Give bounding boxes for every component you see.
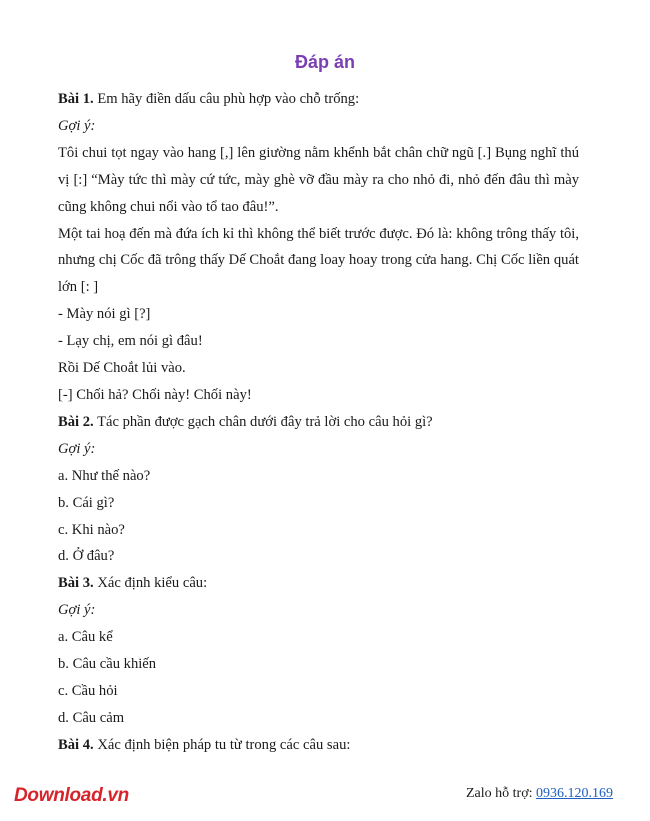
bai2-text: Tác phần được gạch chân dưới đây trả lời cho câu hỏi gì? (93, 413, 433, 430)
bai1-label: Bài 1. (58, 91, 94, 107)
logo-suffix: .vn (102, 785, 129, 806)
bai4-label: Bài 4. (58, 736, 94, 753)
bai2-answer: a. Như thế nào? (58, 467, 151, 484)
zalo-support (466, 786, 613, 802)
bai1-text: Em hãy điền dấu câu phù hợp vào chỗ trống: (93, 91, 360, 107)
bai4-text: Xác định biện pháp tu từ trong các câu sau: (93, 736, 351, 753)
download-vn-logo[interactable] (14, 785, 129, 807)
logo-text: Download (14, 785, 103, 806)
bai1-paragraph-2: Một tai hoạ đến mà đứa ích kỉ thì không thể biết trước được. Đó là: không trông thấy tôi, nhưng chị Cốc đã trông thấy Dế Choắt đang loay hoay trong cửa hang. Chị Cốc liền quát lớn [: ] (58, 225, 579, 296)
bai1-hint: Gợi ý: (58, 117, 96, 134)
bai1-heading (58, 86, 579, 113)
bai3-label: Bài 3. (58, 575, 94, 592)
bai3-answer: d. Câu cảm (58, 709, 125, 726)
bai3-hint: Gợi ý: (58, 602, 96, 619)
zalo-phone-link[interactable]: 0936.120.169 (536, 786, 613, 801)
bai2-hint: Gợi ý: (58, 440, 96, 457)
bai1-line-2: - Lạy chị, em nói gì đâu! (58, 333, 203, 350)
answer-content (58, 86, 579, 759)
bai2-label: Bài 2. (58, 413, 94, 430)
bai3-answer: a. Câu kể (58, 629, 113, 646)
bai1-line-1: - Mày nói gì [?] (58, 306, 151, 323)
bai1-paragraph-1: Tôi chui tọt ngay vào hang [,] lên giường nằm khểnh bắt chân chữ ngũ [.] Bụng nghĩ thú vị [:] “Mày tức thì mày cứ tức, mày ghè vỡ đầu mày ra cho nhỏ đi, nhỏ đến đâu thì mày cũng không chui nổi vào tổ tao đâu!”. (58, 144, 579, 215)
bai2-heading (58, 409, 579, 436)
bai3-answer: c. Cầu hỏi (58, 682, 118, 699)
zalo-label: Zalo hỗ trợ: (466, 786, 536, 801)
bai3-heading (58, 570, 579, 597)
bai1-line-4: [-] Chối hả? Chối này! Chối này! (58, 386, 252, 403)
bai1-line-3: Rồi Dế Choắt lủi vào. (58, 360, 186, 377)
bai3-text: Xác định kiểu câu: (93, 575, 208, 592)
bai2-answer: c. Khi nào? (58, 521, 125, 538)
bai4-heading (58, 732, 579, 759)
bai3-answer: b. Câu cầu khiến (58, 656, 157, 673)
bai2-answer: b. Cái gì? (58, 494, 115, 511)
bai2-answer: d. Ở đâu? (58, 548, 115, 565)
page-title: Đáp án (294, 52, 355, 72)
